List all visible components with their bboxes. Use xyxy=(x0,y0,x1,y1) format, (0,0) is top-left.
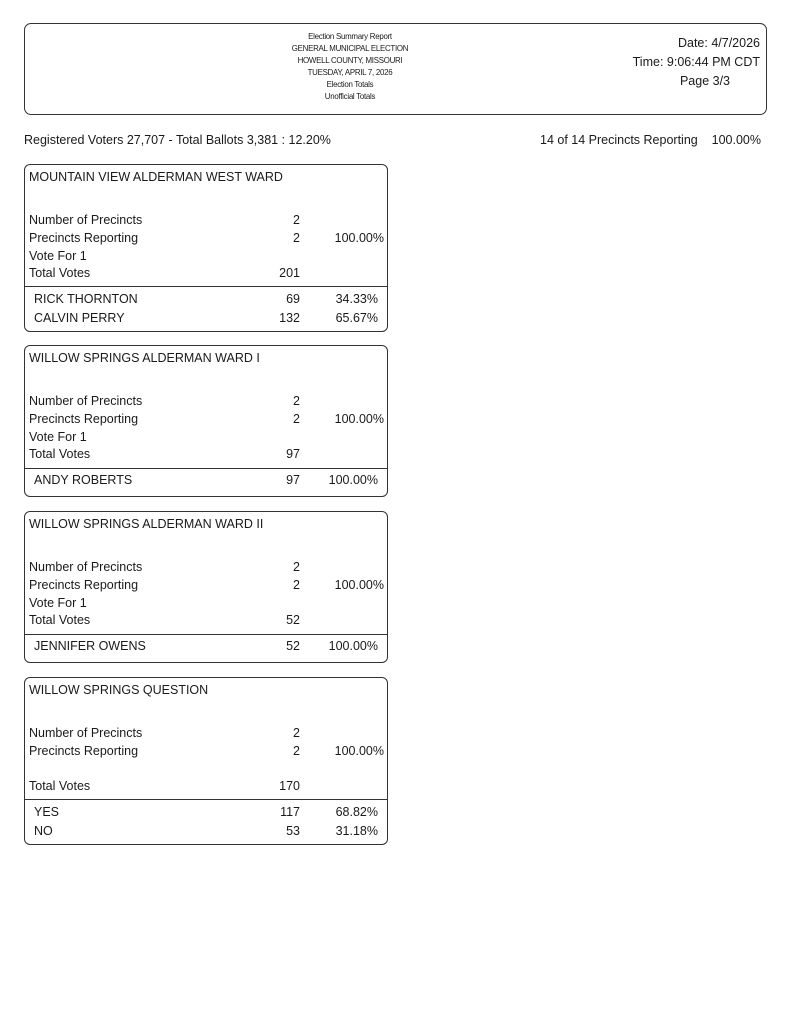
candidate-percent: 100.00% xyxy=(328,639,378,653)
report-status: Unofficial Totals xyxy=(324,91,376,102)
candidate-row xyxy=(25,473,387,489)
precincts-reporting-row xyxy=(25,231,387,247)
label: Precincts Reporting xyxy=(29,744,139,758)
candidate-votes: 132 xyxy=(279,311,300,325)
label: Total Votes xyxy=(29,779,91,793)
candidate-name: JENNIFER OWENS xyxy=(34,639,146,653)
contest-title: MOUNTAIN VIEW ALDERMAN WEST WARD xyxy=(29,170,283,184)
label: Vote For 1 xyxy=(29,430,87,444)
report-time: Time: 9:06:44 PM CDT xyxy=(632,55,760,69)
label: Precincts Reporting xyxy=(29,231,139,245)
label: Number of Precincts xyxy=(29,213,143,227)
candidate-votes: 69 xyxy=(286,292,300,306)
choice-percent: 31.18% xyxy=(335,824,378,838)
election-date: TUESDAY, APRIL 7, 2026 xyxy=(307,67,393,78)
report-title-block xyxy=(258,30,442,103)
candidate-percent: 34.33% xyxy=(335,292,378,306)
candidate-name: RICK THORNTON xyxy=(34,292,138,306)
value: 2 xyxy=(293,394,300,408)
candidate-votes: 97 xyxy=(286,473,300,487)
label: Number of Precincts xyxy=(29,726,143,740)
choice-name: YES xyxy=(34,805,60,819)
label: Total Votes xyxy=(29,266,91,280)
value: 97 xyxy=(286,447,300,461)
jurisdiction: HOWELL COUNTY, MISSOURI xyxy=(297,55,403,66)
total-votes-row xyxy=(25,266,387,282)
value: 2 xyxy=(293,578,300,592)
label: Precincts Reporting xyxy=(29,578,139,592)
num-precincts-row xyxy=(25,394,387,410)
divider xyxy=(25,468,387,469)
num-precincts-row xyxy=(25,726,387,742)
candidate-name: ANDY ROBERTS xyxy=(34,473,133,487)
choice-votes: 53 xyxy=(286,824,300,838)
report-date: Date: 4/7/2026 xyxy=(677,36,760,50)
contest-box xyxy=(24,677,388,845)
candidate-row xyxy=(25,311,387,327)
candidate-row xyxy=(25,824,387,840)
contest-title: WILLOW SPRINGS ALDERMAN WARD I xyxy=(29,351,260,365)
percent: 100.00% xyxy=(334,412,384,426)
report-meta xyxy=(633,34,760,91)
vote-for-row xyxy=(25,430,387,446)
value: 201 xyxy=(279,266,300,280)
label: Number of Precincts xyxy=(29,394,143,408)
choice-votes: 117 xyxy=(280,805,300,819)
value: 2 xyxy=(293,231,300,245)
percent: 100.00% xyxy=(334,744,384,758)
label: Vote For 1 xyxy=(29,596,87,610)
contest-box xyxy=(24,164,388,332)
page-number: Page 3/3 xyxy=(679,74,730,88)
num-precincts-row xyxy=(25,213,387,229)
label: Total Votes xyxy=(29,613,91,627)
value: 170 xyxy=(279,779,300,793)
divider xyxy=(25,634,387,635)
value: 2 xyxy=(293,744,300,758)
candidate-votes: 52 xyxy=(286,639,300,653)
candidate-row xyxy=(25,639,387,655)
report-header xyxy=(24,23,767,115)
value: 52 xyxy=(286,613,300,627)
precincts-reporting-summary: 14 of 14 Precincts Reporting 100.00% xyxy=(540,133,761,147)
total-votes-row xyxy=(25,613,387,629)
contest-box xyxy=(24,511,388,663)
label: Total Votes xyxy=(29,447,91,461)
candidate-name: CALVIN PERRY xyxy=(34,311,125,325)
contest-title: WILLOW SPRINGS QUESTION xyxy=(29,683,209,697)
vote-for-row xyxy=(25,249,387,265)
report-type: Election Totals xyxy=(326,79,374,90)
choice-percent: 68.82% xyxy=(335,805,378,819)
precincts-reporting-row xyxy=(25,578,387,594)
num-precincts-row xyxy=(25,560,387,576)
vote-for-row xyxy=(25,596,387,612)
value: 2 xyxy=(293,412,300,426)
contest-box xyxy=(24,345,388,497)
precincts-reporting-row xyxy=(25,744,387,760)
registered-voters-summary: Registered Voters 27,707 - Total Ballots 3,381 : 12.20% xyxy=(24,133,331,147)
candidate-percent: 65.67% xyxy=(335,311,378,325)
report-title: Election Summary Report xyxy=(308,31,392,41)
candidate-row xyxy=(25,805,387,821)
value: 2 xyxy=(293,726,300,740)
label: Vote For 1 xyxy=(29,249,87,263)
value: 2 xyxy=(293,560,300,574)
percent: 100.00% xyxy=(334,231,384,245)
value: 2 xyxy=(293,213,300,227)
percent: 100.00% xyxy=(334,578,384,592)
divider xyxy=(25,286,387,287)
precincts-reporting-row xyxy=(25,412,387,428)
contest-title: WILLOW SPRINGS ALDERMAN WARD II xyxy=(29,517,264,531)
label: Precincts Reporting xyxy=(29,412,139,426)
choice-name: NO xyxy=(34,824,53,838)
candidate-row xyxy=(25,292,387,308)
candidate-percent: 100.00% xyxy=(328,473,378,487)
divider xyxy=(25,799,387,800)
total-votes-row xyxy=(25,447,387,463)
election-name: GENERAL MUNICIPAL ELECTION xyxy=(291,43,409,54)
label: Number of Precincts xyxy=(29,560,143,574)
total-votes-row xyxy=(25,779,387,795)
